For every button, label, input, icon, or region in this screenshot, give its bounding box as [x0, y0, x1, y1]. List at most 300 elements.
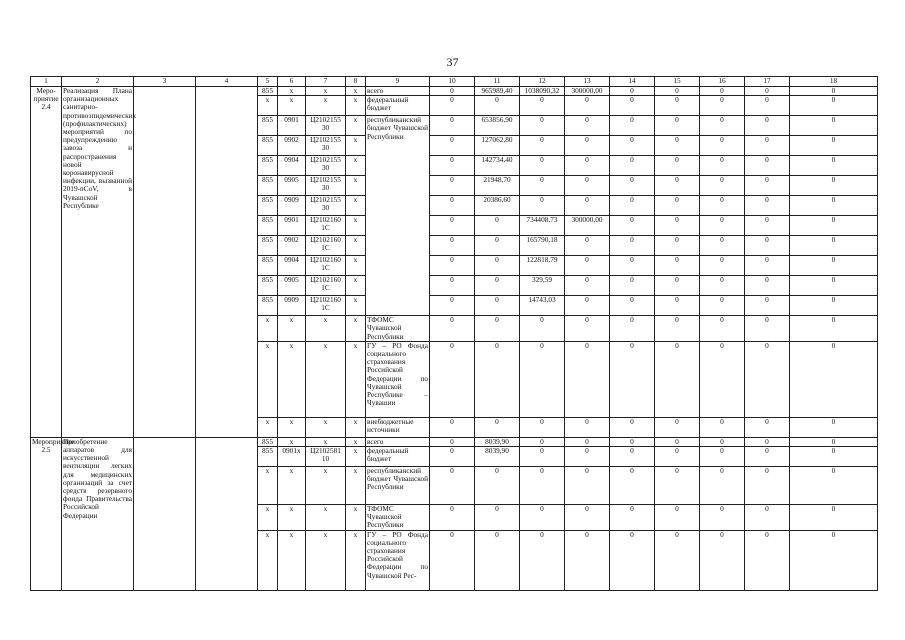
- expense-type-code: x: [346, 437, 366, 446]
- year-value: 0: [610, 136, 655, 156]
- year-value: 0: [790, 96, 878, 116]
- section-code: x: [278, 467, 306, 505]
- target-article-code: Ц2102160 1С: [306, 296, 346, 316]
- expense-type-code: x: [346, 216, 366, 236]
- year-value: 0: [790, 236, 878, 256]
- year-value: 0: [565, 116, 610, 136]
- year-value: 0: [700, 156, 745, 176]
- year-value: 0: [565, 467, 610, 505]
- year-value: 0: [745, 316, 790, 342]
- year-value: 1038090,32: [520, 87, 565, 96]
- year-value: 0: [700, 447, 745, 467]
- year-value: 0: [475, 296, 520, 316]
- section-code: 0905: [278, 176, 306, 196]
- year-value: 8039,90: [475, 437, 520, 446]
- year-value: 0: [790, 316, 878, 342]
- year-value: 0: [565, 417, 610, 437]
- table-row: [31, 87, 878, 96]
- year-value: 0: [430, 196, 475, 216]
- year-value: 0: [700, 341, 745, 417]
- column-number-2: 2: [62, 77, 134, 87]
- expense-type-code: x: [346, 417, 366, 437]
- year-value: 0: [655, 341, 700, 417]
- year-value: 0: [475, 341, 520, 417]
- grbs-code: x: [258, 505, 278, 531]
- year-value: 0: [790, 437, 878, 446]
- section-code: x: [278, 437, 306, 446]
- year-value: 0: [475, 505, 520, 531]
- year-value: 165790,18: [520, 236, 565, 256]
- year-value: 0: [700, 296, 745, 316]
- year-value: 0: [430, 467, 475, 505]
- grbs-code: x: [258, 530, 278, 590]
- year-value: 0: [745, 437, 790, 446]
- year-value: 0: [565, 296, 610, 316]
- section-code: 0905: [278, 276, 306, 296]
- year-value: 0: [430, 341, 475, 417]
- column-number-7: 7: [306, 77, 346, 87]
- year-value: 0: [700, 116, 745, 136]
- year-value: 0: [700, 505, 745, 531]
- grbs-code: 855: [258, 256, 278, 276]
- column-number-13: 13: [565, 77, 610, 87]
- grbs-code: 855: [258, 176, 278, 196]
- year-value: 0: [610, 96, 655, 116]
- year-value: 0: [430, 505, 475, 531]
- year-value: 0: [655, 216, 700, 236]
- year-value: 0: [565, 505, 610, 531]
- expense-type-code: x: [346, 176, 366, 196]
- year-value: 0: [745, 196, 790, 216]
- year-value: 0: [745, 467, 790, 505]
- year-value: 0: [565, 276, 610, 296]
- section-code: x: [278, 316, 306, 342]
- section-code: 0904: [278, 156, 306, 176]
- grbs-code: 855: [258, 447, 278, 467]
- year-value: 0: [610, 176, 655, 196]
- budget-table: [30, 76, 878, 591]
- year-value: 127062,80: [475, 136, 520, 156]
- year-value: 0: [430, 236, 475, 256]
- funding-source: ТФОМС Чувашской Республики: [366, 505, 430, 531]
- year-value: 0: [430, 316, 475, 342]
- year-value: 0: [610, 276, 655, 296]
- section-code: x: [278, 417, 306, 437]
- page-number: 37: [446, 55, 459, 69]
- grbs-code: 855: [258, 276, 278, 296]
- section-code: 0902: [278, 136, 306, 156]
- column-4-cell: [196, 437, 258, 590]
- year-value: 0: [565, 96, 610, 116]
- year-value: 0: [655, 296, 700, 316]
- year-value: 0: [700, 196, 745, 216]
- target-article-code: x: [306, 505, 346, 531]
- year-value: 0: [700, 87, 745, 96]
- target-article-code: Ц2102160 1С: [306, 236, 346, 256]
- funding-source: всего: [366, 437, 430, 446]
- column-number-5: 5: [258, 77, 278, 87]
- year-value: 0: [475, 276, 520, 296]
- funding-source: внебюджетные источники: [366, 417, 430, 437]
- activity-label: Мероприятие 2.5: [31, 437, 62, 590]
- year-value: 0: [700, 96, 745, 116]
- section-code: 0901: [278, 216, 306, 236]
- year-value: 0: [520, 156, 565, 176]
- year-value: 0: [565, 341, 610, 417]
- year-value: 0: [565, 447, 610, 467]
- expense-type-code: x: [346, 116, 366, 136]
- year-value: 0: [790, 530, 878, 590]
- year-value: 0: [520, 176, 565, 196]
- year-value: 653856,90: [475, 116, 520, 136]
- year-value: 0: [790, 87, 878, 96]
- year-value: 122818,79: [520, 256, 565, 276]
- section-code: x: [278, 87, 306, 96]
- funding-source: республиканский бюджет Чувашской Республики: [366, 116, 430, 316]
- year-value: 0: [790, 447, 878, 467]
- year-value: 0: [610, 417, 655, 437]
- year-value: 0: [520, 447, 565, 467]
- year-value: 0: [790, 256, 878, 276]
- grbs-code: 855: [258, 236, 278, 256]
- year-value: 0: [610, 341, 655, 417]
- funding-source: ГУ – РО Фонда социального страхования Российской Федерации по Чувашской Республике – Чувашии: [366, 341, 430, 417]
- expense-type-code: x: [346, 96, 366, 116]
- year-value: 0: [745, 176, 790, 196]
- year-value: 0: [565, 196, 610, 216]
- column-3-cell: [134, 437, 196, 590]
- year-value: 0: [475, 467, 520, 505]
- target-article-code: Ц2102581 10: [306, 447, 346, 467]
- year-value: 0: [430, 417, 475, 437]
- grbs-code: 855: [258, 196, 278, 216]
- year-value: 0: [430, 176, 475, 196]
- target-article-code: x: [306, 87, 346, 96]
- year-value: 0: [565, 437, 610, 446]
- target-article-code: Ц2102155 30: [306, 156, 346, 176]
- column-3-cell: [134, 87, 196, 438]
- target-article-code: x: [306, 316, 346, 342]
- year-value: 0: [700, 467, 745, 505]
- column-number-9: 9: [366, 77, 430, 87]
- year-value: 0: [790, 176, 878, 196]
- year-value: 0: [520, 467, 565, 505]
- target-article-code: x: [306, 417, 346, 437]
- year-value: 0: [430, 96, 475, 116]
- year-value: 0: [655, 176, 700, 196]
- column-number-6: 6: [278, 77, 306, 87]
- year-value: 965989,40: [475, 87, 520, 96]
- year-value: 0: [610, 467, 655, 505]
- year-value: 0: [790, 216, 878, 236]
- table-row: [31, 437, 878, 446]
- grbs-code: x: [258, 316, 278, 342]
- funding-source: ГУ – РО Фонда социального страхования Российской Федерации по Чувашской Рес-: [366, 530, 430, 590]
- year-value: 0: [610, 156, 655, 176]
- year-value: 142734,40: [475, 156, 520, 176]
- year-value: 0: [700, 437, 745, 446]
- activity-description: Реализация Плана организационных санитарно-противоэпидемических (профилактических) мероприятий по предупреждению завоза и распространения новой коронавирусной инфекции, вызванной 2019-nCoV, в Чувашской Республике: [62, 87, 134, 438]
- year-value: 0: [475, 417, 520, 437]
- grbs-code: 855: [258, 87, 278, 96]
- section-code: x: [278, 505, 306, 531]
- column-number-3: 3: [134, 77, 196, 87]
- column-number-16: 16: [700, 77, 745, 87]
- activity-label: Меро-приятие 2.4: [31, 87, 62, 438]
- target-article-code: Ц2102155 30: [306, 136, 346, 156]
- year-value: 0: [700, 276, 745, 296]
- year-value: 0: [790, 296, 878, 316]
- section-code: 0901x: [278, 447, 306, 467]
- expense-type-code: x: [346, 256, 366, 276]
- year-value: 0: [745, 417, 790, 437]
- funding-source: федеральный бюджет: [366, 96, 430, 116]
- year-value: 0: [430, 136, 475, 156]
- year-value: 0: [745, 96, 790, 116]
- year-value: 0: [430, 156, 475, 176]
- year-value: 20386,60: [475, 196, 520, 216]
- grbs-code: 855: [258, 136, 278, 156]
- expense-type-code: x: [346, 196, 366, 216]
- grbs-code: 855: [258, 296, 278, 316]
- year-value: 0: [745, 136, 790, 156]
- year-value: 0: [655, 196, 700, 216]
- year-value: 0: [700, 136, 745, 156]
- year-value: 0: [610, 437, 655, 446]
- column-number-12: 12: [520, 77, 565, 87]
- year-value: 0: [655, 116, 700, 136]
- year-value: 0: [430, 530, 475, 590]
- year-value: 0: [790, 505, 878, 531]
- year-value: 0: [565, 316, 610, 342]
- year-value: 0: [790, 417, 878, 437]
- year-value: 0: [655, 156, 700, 176]
- year-value: 0: [610, 316, 655, 342]
- year-value: 0: [655, 447, 700, 467]
- column-number-14: 14: [610, 77, 655, 87]
- year-value: 0: [565, 136, 610, 156]
- grbs-code: 855: [258, 437, 278, 446]
- target-article-code: x: [306, 437, 346, 446]
- year-value: 0: [610, 447, 655, 467]
- year-value: 0: [655, 437, 700, 446]
- year-value: 329,59: [520, 276, 565, 296]
- expense-type-code: x: [346, 316, 366, 342]
- year-value: 0: [700, 216, 745, 236]
- year-value: 0: [610, 87, 655, 96]
- year-value: 0: [610, 256, 655, 276]
- year-value: 0: [790, 156, 878, 176]
- year-value: 0: [430, 216, 475, 236]
- expense-type-code: x: [346, 87, 366, 96]
- target-article-code: Ц2102160 1С: [306, 256, 346, 276]
- year-value: 0: [475, 530, 520, 590]
- column-number-1: 1: [31, 77, 62, 87]
- funding-source: федеральный бюджет: [366, 447, 430, 467]
- year-value: 0: [520, 136, 565, 156]
- year-value: 0: [520, 196, 565, 216]
- year-value: 0: [790, 136, 878, 156]
- year-value: 0: [655, 136, 700, 156]
- year-value: 0: [655, 96, 700, 116]
- section-code: 0904: [278, 256, 306, 276]
- column-number-8: 8: [346, 77, 366, 87]
- year-value: 0: [610, 196, 655, 216]
- expense-type-code: x: [346, 276, 366, 296]
- year-value: 0: [520, 437, 565, 446]
- year-value: 0: [610, 116, 655, 136]
- year-value: 0: [475, 256, 520, 276]
- year-value: 0: [745, 256, 790, 276]
- year-value: 8039,90: [475, 447, 520, 467]
- year-value: 0: [565, 156, 610, 176]
- year-value: 0: [790, 341, 878, 417]
- year-value: 0: [430, 296, 475, 316]
- year-value: 0: [745, 236, 790, 256]
- year-value: 0: [745, 87, 790, 96]
- year-value: 0: [610, 505, 655, 531]
- expense-type-code: x: [346, 467, 366, 505]
- grbs-code: 855: [258, 156, 278, 176]
- year-value: 0: [745, 216, 790, 236]
- year-value: 0: [565, 236, 610, 256]
- expense-type-code: x: [346, 530, 366, 590]
- year-value: 0: [655, 316, 700, 342]
- year-value: 0: [790, 276, 878, 296]
- year-value: 0: [610, 216, 655, 236]
- grbs-code: x: [258, 341, 278, 417]
- grbs-code: x: [258, 417, 278, 437]
- year-value: 0: [655, 236, 700, 256]
- year-value: 0: [520, 316, 565, 342]
- column-number-10: 10: [430, 77, 475, 87]
- funding-source: республиканский бюджет Чувашской Республики: [366, 467, 430, 505]
- year-value: 0: [610, 530, 655, 590]
- year-value: 0: [475, 96, 520, 116]
- year-value: 0: [700, 316, 745, 342]
- target-article-code: Ц2102160 1С: [306, 276, 346, 296]
- expense-type-code: x: [346, 236, 366, 256]
- year-value: 0: [520, 341, 565, 417]
- year-value: 0: [700, 236, 745, 256]
- expense-type-code: x: [346, 505, 366, 531]
- grbs-code: 855: [258, 116, 278, 136]
- year-value: 0: [520, 417, 565, 437]
- header-row: [31, 77, 878, 87]
- section-code: 0901: [278, 116, 306, 136]
- column-4-cell: [196, 87, 258, 438]
- year-value: 0: [430, 276, 475, 296]
- year-value: 734408,73: [520, 216, 565, 236]
- section-code: 0909: [278, 196, 306, 216]
- target-article-code: x: [306, 467, 346, 505]
- year-value: 0: [655, 256, 700, 276]
- year-value: 0: [700, 417, 745, 437]
- year-value: 0: [475, 236, 520, 256]
- column-number-11: 11: [475, 77, 520, 87]
- year-value: 0: [655, 467, 700, 505]
- year-value: 0: [790, 467, 878, 505]
- target-article-code: Ц2102155 30: [306, 196, 346, 216]
- grbs-code: 855: [258, 216, 278, 236]
- year-value: 0: [655, 417, 700, 437]
- year-value: 0: [790, 196, 878, 216]
- year-value: 300000,00: [565, 87, 610, 96]
- section-code: x: [278, 96, 306, 116]
- grbs-code: x: [258, 467, 278, 505]
- year-value: 0: [700, 256, 745, 276]
- year-value: 0: [610, 296, 655, 316]
- year-value: 0: [745, 116, 790, 136]
- expense-type-code: x: [346, 136, 366, 156]
- section-code: x: [278, 530, 306, 590]
- year-value: 0: [655, 87, 700, 96]
- column-number-18: 18: [790, 77, 878, 87]
- year-value: 0: [520, 505, 565, 531]
- year-value: 0: [520, 116, 565, 136]
- column-number-17: 17: [745, 77, 790, 87]
- year-value: 0: [745, 276, 790, 296]
- year-value: 0: [610, 236, 655, 256]
- funding-source: ТФОМС Чувашской Республики: [366, 316, 430, 342]
- year-value: 0: [745, 156, 790, 176]
- section-code: 0909: [278, 296, 306, 316]
- year-value: 0: [700, 176, 745, 196]
- year-value: 300000,00: [565, 216, 610, 236]
- year-value: 0: [520, 530, 565, 590]
- target-article-code: Ц2102160 1С: [306, 216, 346, 236]
- target-article-code: x: [306, 341, 346, 417]
- year-value: 0: [430, 256, 475, 276]
- year-value: 0: [475, 216, 520, 236]
- year-value: 0: [430, 447, 475, 467]
- year-value: 0: [745, 505, 790, 531]
- expense-type-code: x: [346, 447, 366, 467]
- year-value: 0: [655, 505, 700, 531]
- target-article-code: x: [306, 530, 346, 590]
- section-code: 0902: [278, 236, 306, 256]
- year-value: 0: [655, 530, 700, 590]
- column-number-4: 4: [196, 77, 258, 87]
- year-value: 0: [430, 437, 475, 446]
- year-value: 0: [430, 87, 475, 96]
- expense-type-code: x: [346, 341, 366, 417]
- year-value: 0: [430, 116, 475, 136]
- activity-description: Приобретение аппаратов для искусственной вентиляции легких для медицинских организаций за счет средств резервного фонда Правительства Российской Федерации: [62, 437, 134, 590]
- funding-source: всего: [366, 87, 430, 96]
- expense-type-code: x: [346, 156, 366, 176]
- year-value: 0: [745, 296, 790, 316]
- year-value: 0: [745, 530, 790, 590]
- grbs-code: x: [258, 96, 278, 116]
- year-value: 0: [745, 447, 790, 467]
- year-value: 0: [565, 176, 610, 196]
- year-value: 0: [745, 341, 790, 417]
- year-value: 14743,03: [520, 296, 565, 316]
- year-value: 0: [475, 316, 520, 342]
- target-article-code: x: [306, 96, 346, 116]
- year-value: 0: [655, 276, 700, 296]
- year-value: 0: [790, 116, 878, 136]
- section-code: x: [278, 341, 306, 417]
- year-value: 0: [700, 530, 745, 590]
- year-value: 0: [565, 256, 610, 276]
- year-value: 0: [520, 96, 565, 116]
- year-value: 21948,70: [475, 176, 520, 196]
- target-article-code: Ц2102155 30: [306, 116, 346, 136]
- target-article-code: Ц2102155 30: [306, 176, 346, 196]
- expense-type-code: x: [346, 296, 366, 316]
